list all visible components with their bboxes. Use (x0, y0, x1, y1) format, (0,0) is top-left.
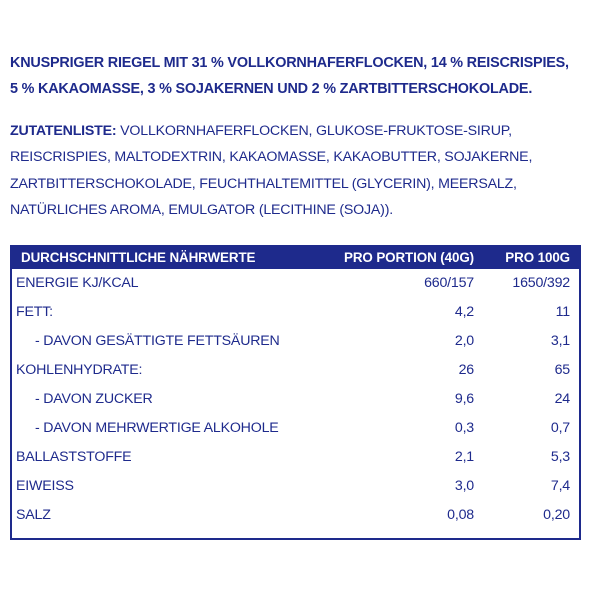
table-row (12, 327, 579, 356)
header-nutrient: DURCHSCHNITTLICHE NÄHRWERTE (21, 249, 256, 265)
product-description-line: KNUSPRIGER RIEGEL MIT 31 % VOLLKORNHAFERFLOCKEN, 14 % REISCRISPIES, (10, 55, 569, 71)
table-row (12, 471, 579, 500)
table-row (12, 442, 579, 471)
value-per-100g: 24 (554, 391, 570, 407)
table-row (12, 269, 579, 298)
value-per-portion: 4,2 (454, 304, 474, 321)
value-per-portion: 26 (458, 362, 474, 379)
table-row (12, 385, 579, 414)
table-row (12, 500, 579, 529)
header-per-100g: PRO 100G (505, 249, 570, 265)
value-per-100g: 7,4 (550, 477, 570, 494)
value-per-100g: 0,7 (550, 419, 570, 436)
value-per-100g: 11 (555, 304, 570, 321)
table-row (12, 356, 579, 385)
nutrient-name: BALLASTSTOFFE (16, 448, 132, 465)
value-per-portion: 660/157 (424, 275, 474, 292)
product-description (10, 50, 586, 102)
ingredients-line: ZARTBITTERSCHOKOLADE, FEUCHTHALTEMITTEL (GLYCERIN), MEERSALZ, (10, 175, 517, 192)
value-per-portion: 0,08 (447, 506, 474, 523)
value-per-portion: 0,3 (454, 419, 474, 436)
nutrient-name: - DAVON GESÄTTIGTE FETTSÄUREN (35, 333, 280, 350)
nutrient-name: EIWEISS (16, 477, 74, 494)
ingredients-label: ZUTATENLISTE: (10, 123, 117, 139)
value-per-portion: 9,6 (454, 391, 474, 407)
ingredients-line (10, 118, 586, 144)
value-per-portion: 2,1 (454, 448, 474, 465)
nutrient-name: ENERGIE KJ/KCAL (16, 275, 139, 292)
table-row (12, 413, 579, 442)
ingredients-line: REISCRISPIES, MALTODEXTRIN, KAKAOMASSE, KAKAOBUTTER, SOJAKERNE, (10, 149, 533, 166)
ingredients-line: NATÜRLICHES AROMA, EMULGATOR (LECITHINE (SOJA)). (10, 202, 393, 219)
product-description-line: 5 % KAKAOMASSE, 3 % SOJAKERNEN UND 2 % ZARTBITTERSCHOKOLADE. (10, 81, 533, 97)
header-per-portion: PRO PORTION (40G) (344, 249, 474, 265)
nutrition-table (10, 245, 581, 540)
value-per-100g: 0,20 (543, 506, 570, 523)
ingredients-list (10, 118, 586, 224)
nutrient-name: FETT: (16, 304, 53, 321)
value-per-100g: 3,1 (550, 333, 570, 350)
nutrient-name: - DAVON ZUCKER (35, 391, 153, 407)
nutrient-name: SALZ (16, 506, 51, 523)
nutrition-table-header (12, 245, 579, 269)
value-per-100g: 5,3 (550, 448, 570, 465)
ingredients-text: VOLLKORNHAFERFLOCKEN, GLUKOSE-FRUKTOSE-SIRUP, (116, 123, 512, 139)
value-per-portion: 2,0 (454, 333, 474, 350)
nutrient-name: KOHLENHYDRATE: (16, 362, 143, 379)
nutrient-name: - DAVON MEHRWERTIGE ALKOHOLE (35, 419, 279, 436)
value-per-100g: 65 (554, 362, 570, 379)
value-per-portion: 3,0 (454, 477, 474, 494)
table-row (12, 298, 579, 327)
value-per-100g: 1650/392 (512, 275, 570, 292)
